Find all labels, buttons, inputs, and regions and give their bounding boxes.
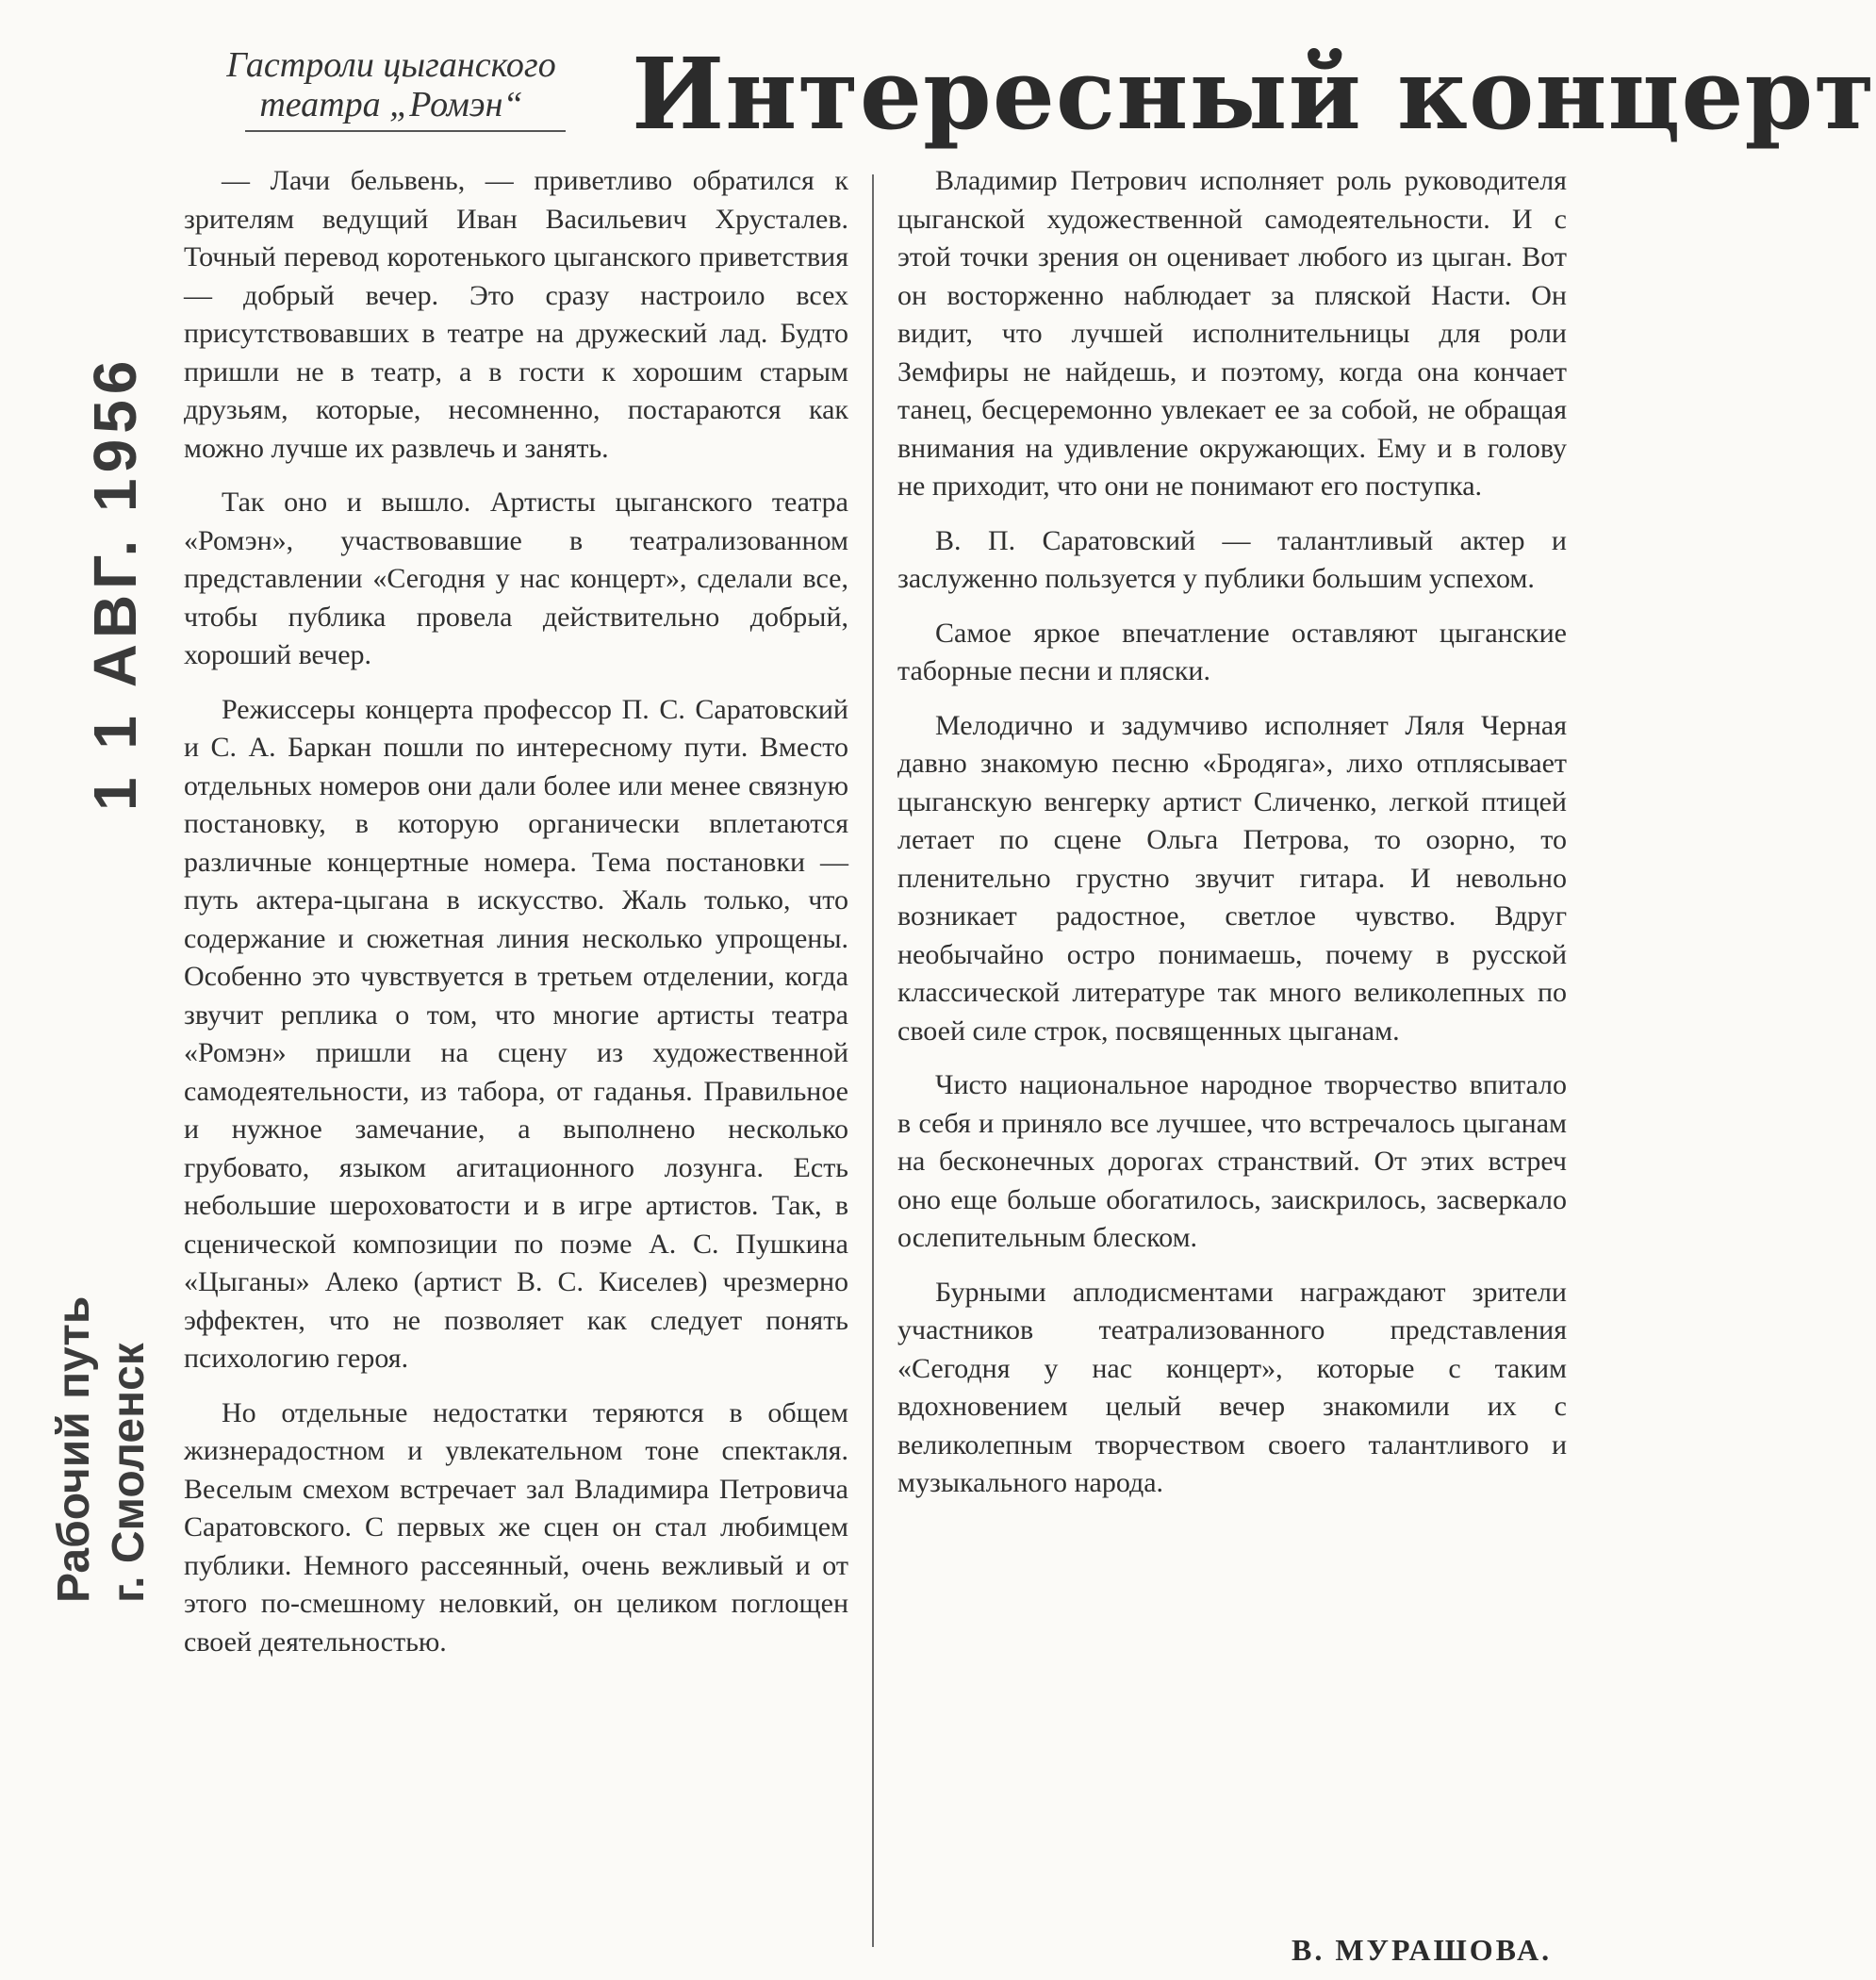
kicker-line-1: Гастроли цыганского <box>226 45 556 85</box>
paragraph: — Лачи бельвень, — приветливо обратился к зрителям ведущий Иван Васильевич Хрусталев. Точный перевод коротенького цыганского приветствия — добрый вечер. Это сразу настроило всех присутствовавших в театре на дружеский лад. Будто пришли не в театр, а в гости к хорошим старым друзьям, которые, несомненно, постараются как можно лучше их развлечь и занять. <box>184 165 848 464</box>
kicker <box>170 45 613 124</box>
article-left-column <box>184 162 848 1677</box>
headline: Интересный концерт <box>632 36 1876 152</box>
stamp-date: 1 1 АВГ. 1956 <box>81 355 149 811</box>
paragraph: Но отдельные недостатки теряются в общем жизнерадостном и увлекательном тоне спектакля. Веселым смехом встречает зал Владимира Петровича Саратовского. С первых же сцен он стал любимцем публики. Немного рассеянный, очень вежливый и от этого по-смешному неловкий, он целиком поглощен своей деятельностью. <box>184 1396 848 1658</box>
article-right-column <box>897 162 1567 1519</box>
stamp-newspaper: Рабочий путь <box>49 1295 99 1603</box>
stamp-city: г. Смоленск <box>104 1343 154 1603</box>
author-signature: В. МУРАШОВА. <box>1292 1933 1553 1967</box>
paragraph: Так оно и вышло. Артисты цыганского театра «Ромэн», участвовавшие в театрализованном представлении «Сегодня у нас концерт», сделали все, чтобы публика провела действительно добрый, хороший вечер. <box>184 487 848 670</box>
paragraph: Чисто национальное народное творчество впитало в себя и приняло все лучшее, что встречалось цыганам на бесконечных дорогах странствий. От этих встреч оно еще больше обогатилось, заискрилось, засверкало ослепительным блеском. <box>897 1069 1567 1253</box>
column-divider <box>872 174 874 1947</box>
paragraph: Владимир Петрович исполняет роль руководителя цыганской художественной самодеятельности. И с этой точки зрения он оценивает любого из цыган. Вот он восторженно наблюдает за пляской Насти. Он видит, что лучшей исполнительницы для роли Земфиры не найдешь, и поэтому, когда она кончает танец, бесцеремонно увлекает ее за собой, не обращая внимания на удивление окружающих. Ему и в голову не приходит, что они не понимают его поступка. <box>897 165 1567 502</box>
paragraph: Режиссеры концерта профессор П. С. Саратовский и С. А. Баркан пошли по интересному пути. Вместо отдельных номеров они дали более или менее связную постановку, в которую органически вплетаются различные концертные номера. Тема постановки — путь актера-цыгана в искусство. Жаль только, что содержание и сюжетная линия несколько упрощены. Особенно это чувствуется в третьем отделении, когда звучит реплика о том, что многие артисты театра «Ромэн» пришли на сцену из художественной самодеятельности, из табора, от гаданья. Правильное и нужное замечание, а выполнено несколько грубовато, языком агитационного лозунга. Есть небольшие шероховатости и в игре артистов. Так, в сценической композиции по поэме А. С. Пушкина «Цыганы» Алеко (артист В. С. Киселев) чрезмерно эффектен, что не позволяет как следует понять психологию героя. <box>184 693 848 1374</box>
paragraph: Мелодично и задумчиво исполняет Ляля Черная давно знакомую песню «Бродяга», лихо отплясывает цыганскую венгерку артист Сличенко, легкой птицей летает по сцене Ольга Петрова, то озорно, то пленительно грустно звучит гитара. И невольно возникает радостное, светлое чувство. Вдруг необычайно остро понимаешь, почему в русской классической литературе так много великолепных по своей силе строк, посвященных цыганам. <box>897 709 1567 1047</box>
paragraph: В. П. Саратовский — талантливый актер и заслуженно пользуется у публики большим успехом. <box>897 524 1567 594</box>
paragraph: Бурными аплодисментами награждают зрители участников театрализованного представления «Сегодня у нас концерт», которые с таким вдохновением целый вечер знакомили их с великолепным творчеством своего талантливого и музыкального народа. <box>897 1276 1567 1498</box>
paragraph: Самое яркое впечатление оставляют цыганские таборные песни и пляски. <box>897 617 1567 686</box>
stamp-source <box>47 1296 156 1603</box>
kicker-underline <box>245 130 566 132</box>
archive-stamp <box>28 339 154 1659</box>
kicker-line-2: театра „Ромэн“ <box>259 85 523 124</box>
